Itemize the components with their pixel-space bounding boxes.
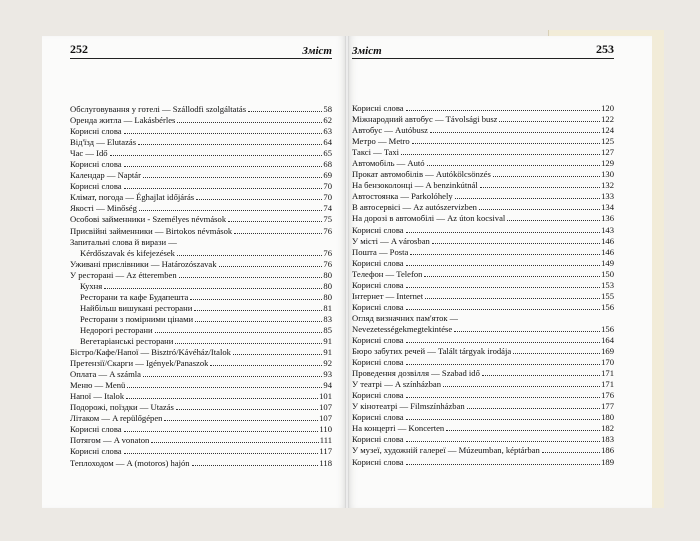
dot-leader <box>124 188 323 189</box>
toc-entry <box>70 391 332 402</box>
dot-leader <box>124 166 323 167</box>
toc-entry <box>70 203 332 214</box>
book-spine <box>345 36 349 508</box>
toc-entry-page: 85 <box>323 324 332 335</box>
toc-entry-page: 110 <box>319 424 332 435</box>
toc-entry <box>352 191 614 202</box>
dot-leader <box>124 453 319 454</box>
toc-entry-title: У театрі — A színházban <box>352 379 441 390</box>
toc-entry <box>352 158 614 169</box>
dot-leader <box>124 431 319 432</box>
toc-entry <box>70 159 332 170</box>
toc-entry-page: 155 <box>601 290 614 301</box>
toc-entry-page: 118 <box>319 457 332 468</box>
toc-entry <box>70 413 332 424</box>
dot-leader <box>139 210 322 211</box>
toc-entry-page: 143 <box>601 224 614 235</box>
toc-entry-title: У кінотеатрі — Filmszínházban <box>352 401 465 412</box>
toc-entry-page: 130 <box>601 169 614 180</box>
toc-entry-title: Календар — Naptár <box>70 170 141 181</box>
toc-entry-title: Оплата — A számla <box>70 369 141 380</box>
toc-entry <box>352 180 614 191</box>
dot-leader <box>406 464 601 465</box>
toc-entry <box>70 369 332 380</box>
toc-entry-title: Корисні слова <box>352 257 404 268</box>
toc-entry-title: Напої — Italok <box>70 391 125 402</box>
toc-entry-title: Теплоходом — A (motoros) hajón <box>70 457 190 468</box>
toc-entry-page: 70 <box>323 181 332 192</box>
toc-entry-title: Пошта — Posta <box>352 246 409 257</box>
dot-leader <box>190 299 322 300</box>
toc-entry-title: Корисні слова <box>352 434 404 445</box>
dot-leader <box>406 364 601 365</box>
toc-entry-title: Оренда житла — Lakásbérles <box>70 115 176 126</box>
toc-entry-title: На дорозі в автомобілі — Az úton kocsival <box>352 213 506 224</box>
toc-entry-page: 176 <box>601 390 614 401</box>
toc-entry-title: Найбільш вишукані ресторани <box>80 302 193 313</box>
toc-entry <box>352 236 614 247</box>
toc-entry <box>70 148 332 159</box>
toc-entry-page: 129 <box>601 158 614 169</box>
toc-entry-title: Корисні слова <box>352 357 404 368</box>
toc-entry-title: На бензоколонці — A benzinkútnál <box>352 180 478 191</box>
toc-entry <box>352 412 614 423</box>
toc-entry <box>352 114 614 125</box>
toc-entry-page: 120 <box>601 103 614 113</box>
toc-entry-title: Корисні слова <box>352 334 404 345</box>
toc-entry-title: Проведення дозвілля — Szabad idő <box>352 368 480 379</box>
toc-entry-title: Від'їзд — Elutazás <box>70 137 137 148</box>
dot-leader <box>194 310 322 311</box>
dot-leader <box>192 465 319 466</box>
toc-entry-title: Nevezetességekmegtekintése <box>352 323 453 334</box>
toc-entry-page: 149 <box>601 257 614 268</box>
toc-entry-page: 117 <box>319 446 332 457</box>
toc-entry-page: 186 <box>601 445 614 456</box>
toc-entry <box>352 313 614 324</box>
toc-entry <box>352 457 614 468</box>
toc-entry-title: Корисні слова <box>352 279 404 290</box>
left-table-of-contents <box>70 104 332 469</box>
toc-entry-title: В автосервісі — Az autószervizben <box>352 202 477 213</box>
dot-leader <box>406 265 601 266</box>
toc-entry <box>70 137 332 148</box>
toc-entry <box>352 269 614 280</box>
toc-entry-title: Ресторани з помірними цінами <box>80 313 194 324</box>
toc-entry-page: 132 <box>601 180 614 191</box>
dot-leader <box>542 452 600 453</box>
dot-leader <box>410 254 600 255</box>
toc-entry-page: 80 <box>323 269 332 280</box>
toc-entry <box>352 225 614 236</box>
dot-leader <box>406 397 601 398</box>
left-page-header <box>70 44 332 59</box>
dot-leader <box>138 144 322 145</box>
toc-entry <box>70 104 332 115</box>
right-page-header <box>352 44 614 59</box>
toc-entry <box>352 390 614 401</box>
right-header-title: Зміст <box>352 45 382 57</box>
toc-entry-title: У музеї, художній галереї — Múzeumban, képtárban <box>352 445 540 456</box>
toc-entry <box>70 226 332 237</box>
toc-entry-title: Корисні слова <box>352 103 404 113</box>
dot-leader <box>406 232 601 233</box>
toc-entry <box>352 280 614 291</box>
toc-entry <box>70 435 332 446</box>
toc-entry-title: Претензії/Скарги — Igények/Panaszok <box>70 358 209 369</box>
toc-entry-title: Присвійні займенники — Birtokos névmások <box>70 225 233 236</box>
dot-leader <box>513 353 600 354</box>
toc-entry <box>70 115 332 126</box>
toc-entry-title: Бюро забутих речей — Talált tárgyak irodája <box>352 346 512 357</box>
toc-entry-title: Міжнародний автобус — Távolsági busz <box>352 114 498 125</box>
toc-entry <box>70 424 332 435</box>
toc-entry <box>352 434 614 445</box>
toc-entry <box>70 314 332 325</box>
toc-entry-title: Kérdőszavak és kifejezések <box>80 247 175 258</box>
dot-leader <box>179 277 323 278</box>
toc-entry <box>352 368 614 379</box>
toc-entry-page: 62 <box>323 115 332 126</box>
toc-entry <box>352 346 614 357</box>
dot-leader <box>126 398 318 399</box>
toc-entry-title: Корисні слова <box>70 446 122 457</box>
dot-leader <box>127 387 322 388</box>
dot-leader <box>406 342 601 343</box>
toc-entry-page: 150 <box>601 268 614 279</box>
left-header-title: Зміст <box>302 45 332 57</box>
toc-entry <box>70 259 332 270</box>
toc-entry <box>70 303 332 314</box>
toc-entry <box>70 192 332 203</box>
toc-entry-page: 111 <box>319 435 332 446</box>
toc-entry <box>70 281 332 292</box>
toc-entry-page: 93 <box>323 369 332 380</box>
toc-entry-title: Потягом — A vonaton <box>70 435 150 446</box>
toc-entry-title: Корисні слова <box>352 301 404 312</box>
dot-leader <box>143 376 322 377</box>
left-page-number: 252 <box>70 42 88 56</box>
toc-entry <box>70 402 332 413</box>
dot-leader <box>177 122 322 123</box>
toc-entry-page: 80 <box>323 280 332 291</box>
toc-entry-page: 177 <box>601 401 614 412</box>
toc-entry-title: У ресторані — Az étteremben <box>70 269 177 280</box>
dot-leader <box>248 111 322 112</box>
toc-entry-page: 107 <box>319 402 332 413</box>
toc-entry-title: Особові займенники - Személyes névmások <box>70 214 227 225</box>
toc-entry <box>352 291 614 302</box>
toc-entry-page: 68 <box>323 159 332 170</box>
toc-entry-title: Автобус — Autóbusz <box>352 125 428 136</box>
toc-entry-title: Бістро/Кафе/Напої — Bisztró/Kávéház/Italok <box>70 347 231 358</box>
dot-leader <box>430 132 600 133</box>
toc-entry-page: 171 <box>601 379 614 390</box>
toc-entry-page: 69 <box>323 170 332 181</box>
toc-entry-page: 81 <box>323 302 332 313</box>
dot-leader <box>155 332 323 333</box>
toc-entry-title: Корисні слова <box>70 181 122 192</box>
toc-entry-page: 189 <box>601 456 614 467</box>
toc-entry-page: 91 <box>323 347 332 358</box>
dot-leader <box>507 220 600 221</box>
toc-entry-title: Автомобіль — Autó <box>352 158 425 169</box>
toc-entry-page: 156 <box>601 323 614 334</box>
toc-entry <box>70 170 332 181</box>
toc-entry <box>352 147 614 158</box>
toc-entry <box>352 258 614 269</box>
toc-entry-page: 63 <box>323 126 332 137</box>
toc-entry-title: Обслуговування у готелі — Szállodfi szolgáltatás <box>70 104 247 114</box>
toc-entry <box>70 458 332 469</box>
toc-entry-page: 83 <box>323 313 332 324</box>
dot-leader <box>480 187 600 188</box>
dot-leader <box>467 408 600 409</box>
toc-entry-title: Корисні слова <box>352 412 404 423</box>
toc-entry <box>352 103 614 114</box>
toc-entry-title: Метро — Metro <box>352 136 410 147</box>
toc-entry <box>70 347 332 358</box>
toc-entry-title: Корисні слова <box>352 224 404 235</box>
toc-entry-page: 76 <box>323 225 332 236</box>
toc-entry <box>70 248 332 259</box>
toc-entry <box>352 136 614 147</box>
toc-entry-page: 164 <box>601 334 614 345</box>
toc-entry-page: 76 <box>323 247 332 258</box>
toc-entry-title: Телефон — Telefon <box>352 268 423 279</box>
toc-entry-page: 74 <box>323 203 332 214</box>
toc-entry-title: Інтернет — Internet <box>352 290 424 301</box>
dot-leader <box>493 176 600 177</box>
right-page-number: 253 <box>596 42 614 56</box>
toc-entry-page: 76 <box>323 258 332 269</box>
toc-entry-title: Таксі — Taxi <box>352 147 400 158</box>
dot-leader <box>443 386 600 387</box>
dot-leader <box>234 233 322 234</box>
toc-entry-title: Огляд визначних пам'яток — <box>352 312 459 323</box>
dot-leader <box>151 442 318 443</box>
toc-entry-title: На концерті — Koncerten <box>352 423 445 434</box>
toc-entry-page: 125 <box>601 136 614 147</box>
toc-entry-page: 124 <box>601 125 614 136</box>
dot-leader <box>406 419 601 420</box>
toc-entry <box>352 302 614 313</box>
toc-entry-title: У місті — A városban <box>352 235 430 246</box>
dot-leader <box>412 143 600 144</box>
toc-entry-page: 80 <box>323 291 332 302</box>
toc-entry-page: 146 <box>601 246 614 257</box>
toc-entry-title: Автостоянка — Parkolóhely <box>352 191 453 202</box>
toc-entry-title: Час — Idő <box>70 148 108 159</box>
toc-entry-page: 122 <box>601 114 614 125</box>
toc-entry <box>352 445 614 456</box>
dot-leader <box>210 365 322 366</box>
dot-leader <box>175 343 322 344</box>
dot-leader <box>406 309 601 310</box>
toc-entry-title: Корисні слова <box>352 456 404 467</box>
dot-leader <box>401 154 600 155</box>
dot-leader <box>164 420 318 421</box>
dot-leader <box>176 409 318 410</box>
right-table-of-contents <box>352 103 614 468</box>
toc-entry <box>70 336 332 347</box>
toc-entry-page: 153 <box>601 279 614 290</box>
dot-leader <box>195 321 322 322</box>
toc-entry-page: 146 <box>601 235 614 246</box>
toc-entry <box>70 237 332 248</box>
dot-leader <box>482 375 600 376</box>
toc-entry-title: Подорожі, поїздки — Utazás <box>70 402 174 413</box>
dot-leader <box>406 441 601 442</box>
toc-entry-page: 127 <box>601 147 614 158</box>
toc-entry-page: 101 <box>319 391 332 402</box>
dot-leader <box>219 266 323 267</box>
toc-entry-title: Корисні слова <box>70 424 122 435</box>
toc-entry-page: 180 <box>601 412 614 423</box>
toc-entry-title: Корисні слова <box>70 159 122 170</box>
toc-entry <box>70 380 332 391</box>
toc-entry <box>352 169 614 180</box>
toc-entry <box>70 214 332 225</box>
toc-entry-title: Якості — Minőség <box>70 203 137 214</box>
toc-entry <box>352 379 614 390</box>
toc-entry-title: Корисні слова <box>70 126 122 137</box>
toc-entry-title: Запитальні слова й вирази — <box>70 236 177 247</box>
toc-entry-page: 171 <box>601 368 614 379</box>
toc-entry-title: Корисні слова <box>352 390 404 401</box>
toc-entry <box>70 358 332 369</box>
toc-entry-page: 156 <box>601 301 614 312</box>
toc-entry <box>352 213 614 224</box>
toc-entry-page: 92 <box>323 358 332 369</box>
toc-entry-page: 75 <box>323 214 332 225</box>
toc-entry <box>70 325 332 336</box>
toc-entry-page: 107 <box>319 413 332 424</box>
toc-entry <box>70 270 332 281</box>
dot-leader <box>432 243 600 244</box>
dot-leader <box>427 165 601 166</box>
dot-leader <box>499 121 600 122</box>
toc-entry-title: Вегетаріанські ресторани <box>80 335 174 346</box>
toc-entry-title: Клімат, погода — Éghajlat időjárás <box>70 192 195 203</box>
toc-entry <box>70 181 332 192</box>
toc-entry <box>352 324 614 335</box>
toc-entry-page: 94 <box>323 380 332 391</box>
toc-entry <box>352 247 614 258</box>
dot-leader <box>104 288 322 289</box>
dot-leader <box>110 155 323 156</box>
toc-entry-page: 64 <box>323 137 332 148</box>
toc-entry-page: 136 <box>601 213 614 224</box>
toc-entry <box>352 401 614 412</box>
toc-entry <box>352 202 614 213</box>
toc-entry-title: Ресторани та кафе Будапешта <box>80 291 189 302</box>
toc-entry <box>70 292 332 303</box>
dot-leader <box>233 354 322 355</box>
dot-leader <box>446 430 600 431</box>
dot-leader <box>425 298 600 299</box>
toc-entry-page: 91 <box>323 335 332 346</box>
toc-entry-page: 70 <box>323 192 332 203</box>
toc-entry <box>70 446 332 457</box>
dot-leader <box>143 177 322 178</box>
dot-leader <box>454 331 600 332</box>
dot-leader <box>124 133 323 134</box>
toc-entry <box>352 125 614 136</box>
toc-entry-page: 183 <box>601 434 614 445</box>
dot-leader <box>406 287 601 288</box>
dot-leader <box>406 110 601 111</box>
dot-leader <box>177 255 322 256</box>
toc-entry-page: 134 <box>601 202 614 213</box>
toc-entry <box>352 423 614 434</box>
toc-entry-title: Прокат автомобілів — Autókölcsönzés <box>352 169 491 180</box>
toc-entry <box>352 335 614 346</box>
dot-leader <box>196 199 322 200</box>
dot-leader <box>479 209 600 210</box>
toc-entry-page: 65 <box>323 148 332 159</box>
dot-leader <box>455 198 600 199</box>
toc-entry-title: Меню — Menü <box>70 380 126 391</box>
toc-entry-page: 58 <box>323 104 332 114</box>
dot-leader <box>424 276 600 277</box>
toc-entry <box>70 126 332 137</box>
toc-entry-title: Недорогі ресторани <box>80 324 153 335</box>
toc-entry-page: 182 <box>601 423 614 434</box>
toc-entry-page: 133 <box>601 191 614 202</box>
toc-entry-title: Уживані прислівники — Határozószavak <box>70 258 217 269</box>
toc-entry-title: Літаком — A repülőgépen <box>70 413 163 424</box>
toc-entry-title: Кухня <box>80 280 103 291</box>
toc-entry <box>352 357 614 368</box>
dot-leader <box>228 221 322 222</box>
toc-entry-page: 169 <box>601 346 614 357</box>
toc-entry-page: 170 <box>601 357 614 368</box>
